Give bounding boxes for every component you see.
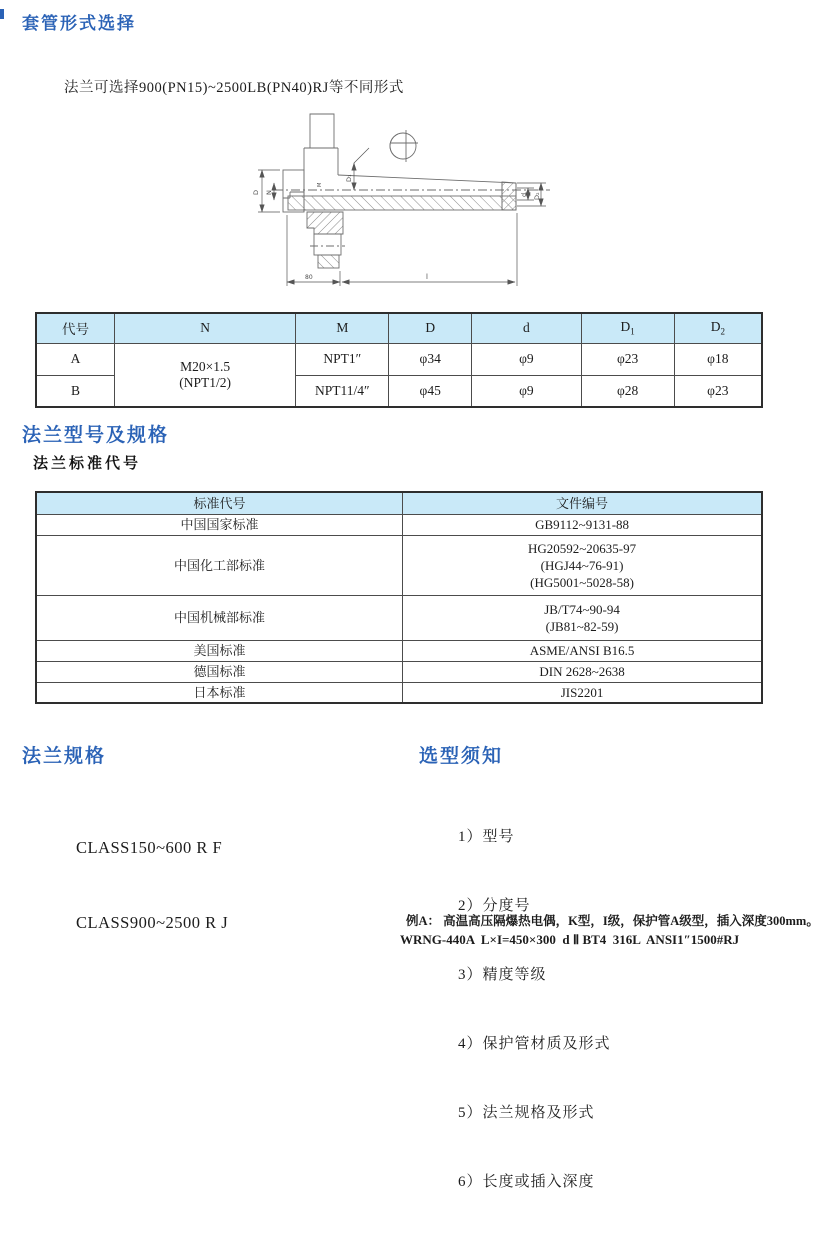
section-title-flange-model: 法兰型号及规格	[22, 425, 170, 446]
nipple-end-section	[318, 255, 339, 268]
lower-nipple-outline	[314, 234, 341, 255]
code-line: (JB81~82-59)	[545, 618, 619, 634]
lower-flange-section	[307, 212, 343, 234]
code-line: JIS2201	[560, 684, 604, 700]
header-D2-sub: 2	[720, 327, 725, 338]
table-row	[36, 535, 762, 595]
cell-d: φ9	[472, 343, 582, 375]
header-cell-D: D	[389, 313, 472, 343]
flange-standards-table	[35, 491, 763, 704]
table-row	[36, 640, 762, 661]
cell-M: NPT1″	[296, 343, 389, 375]
footer-example-line: 例A： 高温高压隔爆热电偶，K型，I级，保护管A级型，插入深度300mm。	[406, 914, 819, 928]
code-line: (HGJ44~76-91)	[540, 557, 624, 573]
header-cell-M: M	[296, 313, 389, 343]
list-item: 1）型号	[458, 829, 515, 845]
header-D2-base: D	[710, 319, 721, 335]
cell-standard: 中国机械部标准	[36, 595, 403, 640]
code-line: HG20592~20635-97	[527, 540, 637, 556]
dimension-lines	[258, 148, 546, 286]
section-title-flange-spec: 法兰规格	[22, 746, 107, 767]
subsection-title-flange-standard: 法兰标准代号	[33, 455, 142, 472]
flange-class-lines	[76, 785, 228, 985]
list-item: 3）精度等级	[458, 967, 547, 983]
cell-D2: φ18	[674, 343, 762, 375]
standards-header-row	[36, 492, 762, 514]
cell-codes	[403, 640, 762, 661]
cell-N-line1: M20×1.5	[180, 358, 231, 374]
list-item: 2）分度号	[458, 898, 531, 914]
header-cell-standard: 标准代号	[36, 492, 403, 514]
code-line: DIN 2628~2638	[539, 664, 625, 679]
cell-D2: φ23	[674, 375, 762, 407]
cell-code: A	[36, 343, 114, 375]
table-row	[36, 595, 762, 640]
cell-codes	[403, 661, 762, 682]
dim-label-M: M	[317, 182, 323, 187]
table-row	[36, 682, 762, 703]
cell-D1: φ28	[581, 375, 674, 407]
tube-wall-section	[288, 196, 516, 210]
cell-standard: 中国化工部标准	[36, 535, 403, 595]
list-item: 5）法兰规格及形式	[458, 1105, 595, 1121]
header-cell-D2	[674, 313, 762, 343]
cell-code: B	[36, 375, 114, 407]
pipe-outline	[310, 114, 334, 148]
code-line: ASME/ANSI B16.5	[529, 643, 635, 658]
dim-label-d: d	[520, 192, 528, 197]
cell-D: φ34	[389, 343, 472, 375]
intro-text: 法兰可选择900(PN15)~2500LB(PN40)RJ等不同形式	[64, 79, 404, 96]
cell-standard: 中国国家标准	[36, 514, 403, 535]
code-line: JB/T74~90-94	[544, 601, 620, 617]
cell-codes	[403, 514, 762, 535]
list-item: 6）长度或插入深度	[458, 1174, 595, 1190]
thermowell-technical-drawing	[228, 103, 568, 293]
cell-D: φ45	[389, 375, 472, 407]
flange-class-line: CLASS150~600 R F	[76, 838, 223, 857]
cell-standard: 日本标准	[36, 682, 403, 703]
header-cell-N: N	[114, 313, 296, 343]
cell-N-line2: (NPT1/2)	[179, 374, 232, 390]
dim-label-D: D	[252, 189, 260, 195]
flange-class-line: CLASS900~2500 R J	[76, 913, 229, 932]
tip-section	[502, 182, 516, 210]
cell-N-merged	[114, 343, 296, 407]
code-line: GB9112~9131-88	[535, 517, 630, 532]
selection-notes-list	[458, 780, 611, 1240]
list-item: 4）保护管材质及形式	[458, 1036, 611, 1052]
header-D1-sub: 1	[630, 327, 635, 338]
cell-standard: 美国标准	[36, 640, 403, 661]
taper-edge	[338, 175, 516, 183]
cell-D1: φ23	[581, 343, 674, 375]
header-cell-D1	[581, 313, 674, 343]
header-cell-d: d	[472, 313, 582, 343]
table-row	[36, 514, 762, 535]
section-title-selection-notes: 选型须知	[419, 746, 504, 767]
cell-standard: 德国标准	[36, 661, 403, 682]
footer-model-line: WRNG-440A L×I=450×300 d Ⅱ BT4 316L ANSI1″1500#RJ	[400, 932, 740, 947]
corner-accent-mark	[0, 9, 4, 19]
table-row	[36, 661, 762, 682]
cell-codes	[403, 535, 762, 595]
dim-label-D1: D₁	[345, 174, 353, 182]
dim-label-l: l	[426, 273, 428, 281]
table-row	[36, 343, 762, 375]
dim-label-D2: D₂	[533, 192, 541, 200]
cell-codes	[403, 595, 762, 640]
code-line: (HG5001~5028-58)	[530, 574, 634, 590]
header-D1-base: D	[620, 319, 631, 335]
page-title: 套管形式选择	[22, 14, 136, 33]
cell-d: φ9	[472, 375, 582, 407]
projection-symbol-icon	[390, 130, 418, 162]
header-cell-code: 代号	[36, 313, 114, 343]
header-cell-doc-number: 文件编号	[403, 492, 762, 514]
cell-codes	[403, 682, 762, 703]
dimension-table-header-row	[36, 313, 762, 343]
dimension-table	[35, 312, 763, 408]
dim-label-80: 80	[305, 274, 313, 281]
cell-M: NPT11/4″	[296, 375, 389, 407]
dim-label-N: N	[265, 190, 273, 195]
